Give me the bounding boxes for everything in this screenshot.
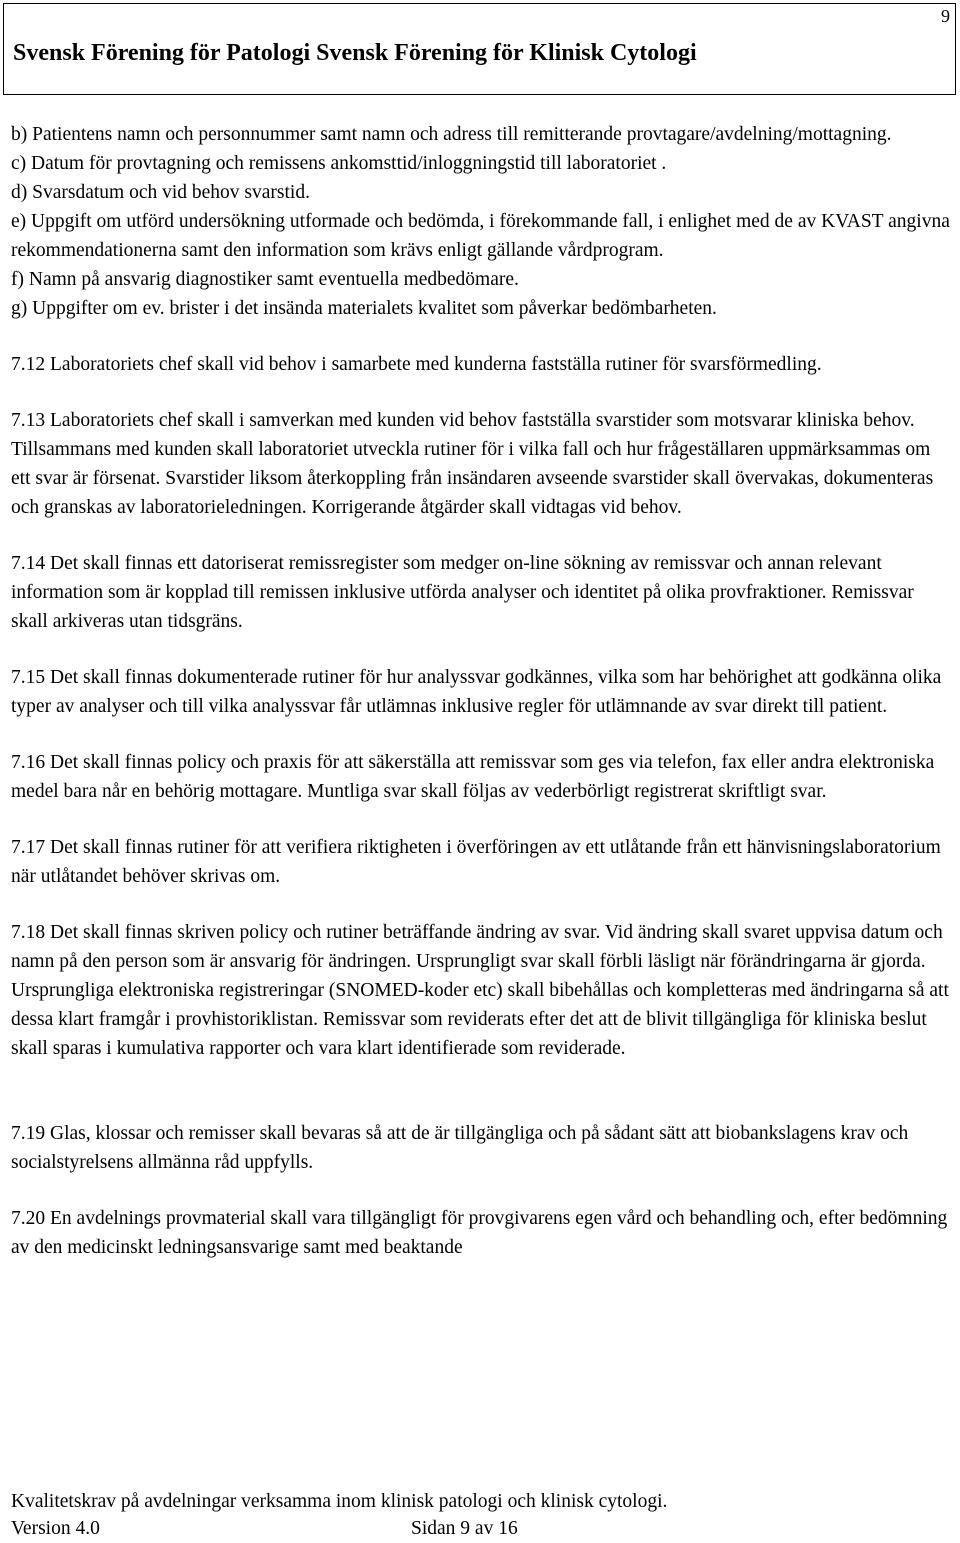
- section-7-12: 7.12 Laboratoriets chef skall vid behov i samarbete med kunderna fastställa rutiner för svarsförmedling.: [11, 354, 822, 375]
- list-item-g: g) Uppgifter om ev. brister i det insända materialets kvalitet som påverkar bedömbarheten.: [11, 298, 717, 319]
- section-7-14: 7.14 Det skall finnas ett datoriserat remissregister som medger on-line sökning av remissvar och annan relevant information som är kopplad till remissen inklusive utförda analyser och identitet på olika provfraktioner. Remissvar skall arkiveras utan tidsgräns.: [11, 553, 914, 632]
- footer-page-info: Sidan 9 av 16: [411, 1518, 518, 1539]
- header-title: Svensk Förening för Patologi Svensk Förening för Klinisk Cytologi: [13, 40, 697, 66]
- page-number: 9: [941, 6, 950, 26]
- footer-version: Version 4.0: [11, 1518, 100, 1539]
- section-7-16: 7.16 Det skall finnas policy och praxis för att säkerställa att remissvar som ges via telefon, fax eller andra elektroniska medel bara når en behörig mottagare. Muntliga svar skall följas av vederbörligt registrerat skriftligt svar.: [11, 752, 935, 802]
- section-7-17: 7.17 Det skall finnas rutiner för att verifiera riktigheten i överföringen av ett utlåtande från ett hänvisningslaboratorium när utlåtandet behöver skrivas om.: [11, 837, 941, 887]
- list-item-f: f) Namn på ansvarig diagnostiker samt eventuella medbedömare.: [11, 269, 519, 290]
- footer-meta: [11, 1515, 667, 1542]
- page-footer: [11, 1488, 667, 1542]
- footer-doc-title: Kvalitetskrav på avdelningar verksamma inom klinisk patologi och klinisk cytologi.: [11, 1491, 668, 1512]
- list-item-c: c) Datum för provtagning och remissens ankomsttid/inloggningstid till laboratoriet .: [11, 153, 667, 174]
- section-7-18: 7.18 Det skall finnas skriven policy och rutiner beträffande ändring av svar. Vid ändring skall svaret uppvisa datum och namn på den person som är ansvarig för ändringen. Ursprungligt svar skall förbli läsligt när förändringarna är gjorda. Ursprungliga elektroniska registreringar (SNOMED-koder etc) skall bibehållas och kompletteras med ändringarna så att dessa klart framgår i provhistoriklistan. Remissvar som reviderats efter det att de blivit tillgängliga för kliniska beslut skall sparas i kumulativa rapporter och vara klart identifierade som reviderade.: [11, 922, 949, 1059]
- list-item-e: e) Uppgift om utförd undersökning utformade och bedömda, i förekommande fall, i enlighet med de av KVAST angivna rekommendationerna samt den information som krävs enligt gällande vårdprogram.: [11, 211, 950, 261]
- header-box: [3, 3, 956, 95]
- list-item-b: b) Patientens namn och personnummer samt namn och adress till remitterande provtagare/avdelning/mottagning.: [11, 124, 892, 145]
- section-7-19: 7.19 Glas, klossar och remisser skall bevaras så att de är tillgängliga och på sådant sätt att biobankslagens krav och socialstyrelsens allmänna råd uppfylls.: [11, 1123, 909, 1173]
- list-item-d: d) Svarsdatum och vid behov svarstid.: [11, 182, 310, 203]
- section-7-13: 7.13 Laboratoriets chef skall i samverkan med kunden vid behov fastställa svarstider som motsvarar kliniska behov. Tillsammans med kunden skall laboratoriet utveckla rutiner för i vilka fall och hur frågeställaren uppmärksammas om ett svar är försenat. Svarstider liksom återkoppling från insändaren avseende svarstider skall övervakas, dokumenteras och granskas av laboratorieledningen. Korrigerande åtgärder skall vidtagas vid behov.: [11, 410, 934, 518]
- section-7-15: 7.15 Det skall finnas dokumenterade rutiner för hur analyssvar godkännes, vilka som har behörighet att godkänna olika typer av analyser och till vilka analyssvar får utlämnas inklusive regler för utlämnande av svar direkt till patient.: [11, 667, 942, 717]
- section-7-20: 7.20 En avdelnings provmaterial skall vara tillgängligt för provgivarens egen vård och behandling och, efter bedömning av den medicinskt ledningsansvarige samt med beaktande: [11, 1208, 948, 1258]
- document-body: [11, 120, 951, 1262]
